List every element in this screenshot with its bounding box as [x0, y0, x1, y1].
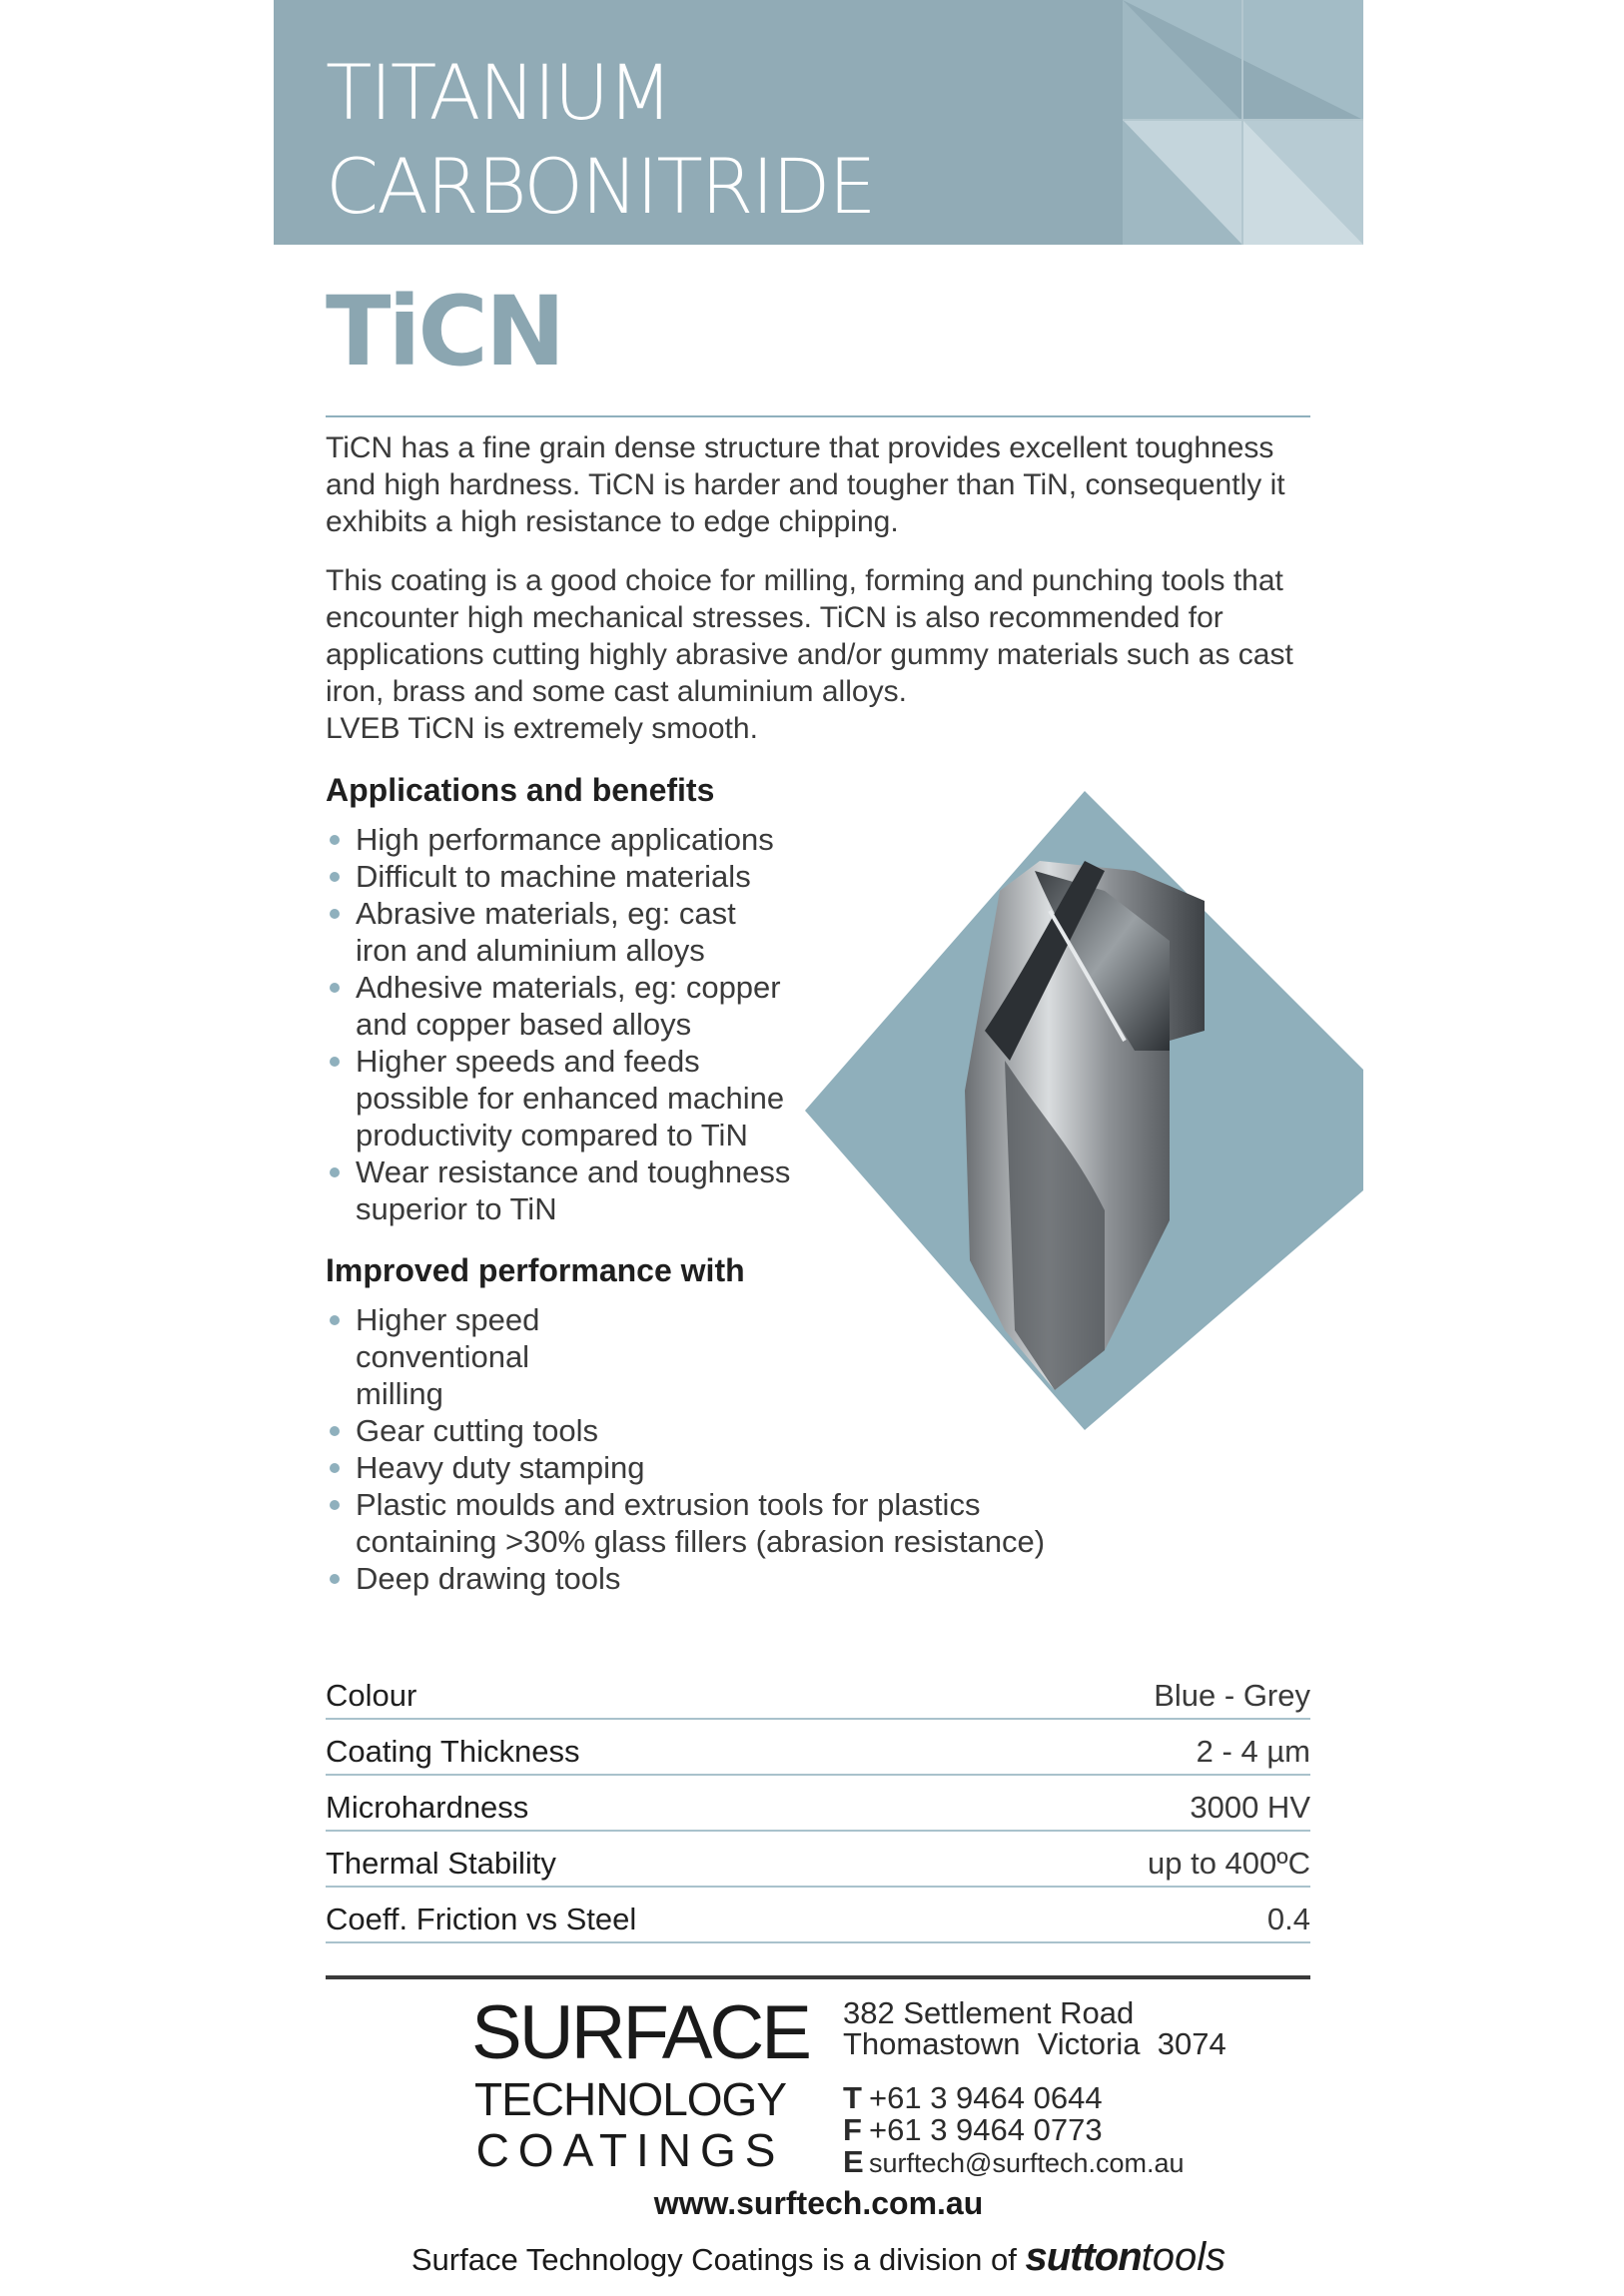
intro-paragraph-3-text: LVEB TiCN is extremely smooth.: [326, 712, 758, 745]
divider-top: [326, 415, 1310, 417]
property-value: Blue - Grey: [1154, 1678, 1310, 1713]
intro-paragraph-2-text: This coating is a good choice for milling, forming and punching tools that encounter high mechanical stresses. TiCN is also recommended for applications cutting highly abrasive and/or gummy materials such as cast iron, brass and some cast aluminium alloys.: [326, 564, 1293, 708]
page-title: [326, 46, 875, 234]
title-line-2: CARBONITRIDE: [326, 142, 875, 231]
contact-block: [843, 2082, 1185, 2179]
property-value: 2 - 4 µm: [1196, 1734, 1310, 1769]
phone-prefix: T: [843, 2080, 862, 2115]
table-row: [326, 1666, 1310, 1720]
property-label: Coeff. Friction vs Steel: [326, 1902, 637, 1936]
datasheet: [274, 0, 1363, 2296]
list-item: Gear cutting tools: [326, 1412, 1065, 1449]
email-link[interactable]: surftech@surftech.com.au: [869, 2148, 1185, 2178]
improved-performance-heading: Improved performance with: [326, 1252, 745, 1288]
logo-line-2: TECHNOLOGY: [473, 2073, 787, 2125]
division-text: Surface Technology Coatings is a division of: [410, 2242, 1017, 2277]
fax-number: +61 3 9464 0773: [869, 2112, 1103, 2147]
address-line-1: 382 Settlement Road: [843, 1995, 1135, 2030]
improved-performance-list: [326, 1301, 1065, 1597]
properties-table: [326, 1666, 1310, 1945]
list-item: Higher speeds and feeds possible for enhanced machine productivity compared to TiN: [326, 1043, 795, 1153]
logo-line-3: COATINGS: [475, 2124, 785, 2176]
title-line-1: TITANIUM: [326, 48, 671, 137]
phone-number[interactable]: +61 3 9464 0644: [869, 2080, 1103, 2115]
email-line: [843, 2146, 1185, 2179]
applications-heading: Applications and benefits: [326, 772, 715, 808]
list-item: Difficult to machine materials: [326, 858, 795, 895]
applications-list: [326, 821, 795, 1227]
list-item: Deep drawing tools: [326, 1560, 1065, 1597]
property-label: Colour: [326, 1678, 417, 1713]
address-block: [843, 1997, 1226, 2059]
fax-prefix: F: [843, 2112, 862, 2147]
company-logo: [471, 1990, 809, 2176]
list-item: High performance applications: [326, 821, 795, 858]
coating-abbreviation: TiCN: [326, 276, 563, 387]
list-item: Abrasive materials, eg: cast iron and aluminium alloys: [326, 895, 795, 969]
list-item: Higher speed conventional milling: [326, 1301, 615, 1412]
property-label: Thermal Stability: [326, 1846, 556, 1881]
property-label: Coating Thickness: [326, 1734, 580, 1769]
header-banner: [274, 0, 1363, 245]
list-item: Adhesive materials, eg: copper and copper based alloys: [326, 969, 795, 1043]
phone-line: [843, 2082, 1185, 2114]
property-value: up to 400ºC: [1148, 1846, 1310, 1881]
list-item: Wear resistance and toughness superior to TiN: [326, 1153, 795, 1227]
email-prefix: E: [843, 2144, 864, 2179]
logo-line-1: SURFACE: [471, 1990, 809, 2075]
fax-line: [843, 2114, 1185, 2146]
table-row: [326, 1834, 1310, 1888]
divider-bottom: [326, 1975, 1310, 1979]
division-statement: [274, 2235, 1363, 2280]
property-label: Microhardness: [326, 1790, 529, 1825]
website-link[interactable]: www.surftech.com.au: [653, 2185, 984, 2221]
address-line-2: Thomastown Victoria 3074: [843, 2026, 1226, 2061]
list-item: Plastic moulds and extrusion tools for plastics containing >30% glass fillers (abrasion resistance): [326, 1486, 1065, 1560]
brand-italic: tools: [1141, 2235, 1226, 2279]
brand-bold: sutton: [1025, 2235, 1142, 2279]
table-row: [326, 1778, 1310, 1832]
list-item: Heavy duty stamping: [326, 1449, 1065, 1486]
table-row: [326, 1890, 1310, 1943]
table-row: [326, 1722, 1310, 1776]
intro-paragraph-2: [326, 562, 1304, 747]
property-value: 3000 HV: [1190, 1790, 1310, 1825]
intro-paragraph-1: TiCN has a fine grain dense structure that provides excellent toughness and high hardness. TiCN is harder and tougher than TiN, consequently it exhibits a high resistance to edge chipping.: [326, 431, 1285, 538]
sutton-tools-logo: [1025, 2235, 1226, 2279]
property-value: 0.4: [1266, 1902, 1310, 1936]
